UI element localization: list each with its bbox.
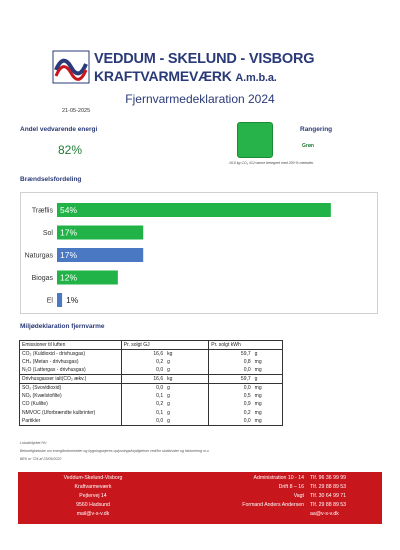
- company-logo-icon: [52, 50, 90, 84]
- renewable-share-label: Andel vedvarende energi: [20, 126, 98, 133]
- cell-emission-name: NMVOC (Uforbrændte kulbrinter): [20, 409, 122, 417]
- cell-per-gj-unit: g: [165, 384, 209, 393]
- table-row: [20, 417, 283, 426]
- cell-per-gj-unit: g: [165, 392, 209, 400]
- cell-emission-name: CH₄ (Metan - drivhusgas): [20, 358, 122, 366]
- cell-per-kwh-value: 0,5: [243, 393, 251, 400]
- table-row: [20, 350, 283, 359]
- cell-per-kwh-unit: g: [253, 375, 283, 384]
- footer-chairman: Formand Anders Andersen: [242, 502, 304, 508]
- cell-per-gj-value: 16,6: [121, 375, 165, 384]
- chart-data-label: 17%: [60, 250, 78, 260]
- cell-per-kwh-unit: g: [253, 350, 283, 359]
- cell-per-kwh-unit: mg: [253, 392, 283, 400]
- header-per-gj-unit: [165, 341, 209, 350]
- chart-category-label: El: [46, 297, 53, 305]
- header-emissions: Emissioner til luften: [20, 341, 122, 350]
- footnote-3: BEK nr 724 af 23/05/2022: [20, 457, 62, 461]
- chart-data-label: 1%: [66, 295, 79, 305]
- footer-phone-vagt[interactable]: Tlf. 30 64 99 71: [310, 493, 347, 499]
- chart-data-label: 17%: [60, 227, 78, 238]
- page-title: Fjernvarmedeklaration 2024: [125, 92, 275, 106]
- cell-per-gj-value: 0,0: [156, 417, 164, 424]
- cell-per-kwh-unit: mg: [253, 409, 283, 417]
- cell-per-kwh-unit: mg: [253, 366, 283, 375]
- table-row: [20, 409, 283, 417]
- cell-per-gj-unit: g: [165, 409, 209, 417]
- emissions-table: [19, 340, 283, 426]
- footer-company: Veddum-Skelund-Visborg: [63, 475, 123, 481]
- cell-per-kwh-value: 0,0: [243, 367, 251, 374]
- footnote-2: Beboeligkøbsbe om energiforbrmheder og bygningsejeres oplysningsforpligtelser ved/for sluttbruder og fakturering m.v.: [20, 449, 210, 453]
- footer-street: Pejtervej 14: [79, 493, 107, 499]
- company-name-line1: VEDDUM - SKELUND - VISBORG: [94, 51, 315, 67]
- table-row: [20, 400, 283, 408]
- fuel-distribution-title: Brændselsfordeling: [20, 176, 82, 183]
- chart-bar: [57, 203, 331, 217]
- footer-phone-chairman[interactable]: Tlf. 29 88 89 53: [310, 502, 347, 508]
- header-per-kwh-unit: [253, 341, 283, 350]
- cell-emission-name: Partikler: [20, 417, 122, 426]
- chart-category-label: Træflis: [31, 207, 53, 215]
- cell-per-gj-unit: g: [165, 400, 209, 408]
- footer-company-2: Kraftvarmeværk: [74, 484, 112, 490]
- emissions-table-wrap: [19, 340, 283, 426]
- cell-emission-name: NOₓ (Kvælstofilte): [20, 392, 122, 400]
- company-name-suffix: A.m.b.a.: [235, 72, 277, 84]
- rating-color-box: [237, 122, 273, 158]
- table-row: [20, 392, 283, 400]
- company-name-line2: [94, 68, 277, 84]
- header-per-kwh: Pr. solgt kWh: [209, 341, 253, 350]
- emissions-table-body: [20, 350, 283, 426]
- fuel-distribution-chart: [20, 192, 378, 314]
- chart-category-label: Naturgas: [24, 252, 53, 260]
- environment-declaration-title: Miljødeklaration fjernvarme: [20, 323, 105, 330]
- cell-per-kwh-value: 59,7: [209, 375, 253, 384]
- document-date: 21-05-2025: [62, 108, 91, 114]
- footer-vagt: Vagt: [293, 493, 304, 499]
- chart-data-label: 12%: [60, 272, 78, 283]
- table-row: [20, 366, 283, 375]
- cell-per-gj-unit: g: [165, 366, 209, 375]
- contact-footer: [18, 472, 382, 524]
- company-name-main: KRAFTVARMEVÆRK: [94, 68, 232, 84]
- company-header: [52, 50, 352, 86]
- cell-emission-name: Drivhusgasser ialt(CO₂ ækv.): [20, 375, 122, 384]
- rating-note: 16,6 kg CO₂ /GJ varme beregnet med 200 % metoden.: [229, 161, 315, 165]
- cell-per-kwh-value: 0,9: [243, 401, 251, 408]
- footer-phone-admin[interactable]: Tlf. 96 36 99 99: [310, 475, 347, 481]
- cell-per-kwh-value: 0,0: [243, 417, 251, 424]
- rating-value: Grøn: [302, 143, 314, 149]
- cell-per-gj-value: 0,2: [156, 401, 164, 408]
- footer-admin-hours: Administration 10 - 14: [253, 475, 304, 481]
- cell-emission-name: CO₂ (Kuldioxid - drivhusgas): [20, 350, 122, 359]
- cell-per-kwh-unit: mg: [253, 384, 283, 393]
- chart-bar: [57, 293, 62, 307]
- cell-per-gj-value: 16,6: [153, 351, 164, 357]
- cell-emission-name: CO (Kulilte): [20, 400, 122, 408]
- cell-per-kwh-unit: mg: [253, 400, 283, 408]
- cell-per-gj-unit: kg: [165, 350, 209, 359]
- table-row: [20, 358, 283, 366]
- cell-per-gj-unit: kg: [165, 375, 209, 384]
- chart-category-label: Sol: [42, 230, 53, 237]
- cell-per-kwh-unit: mg: [253, 417, 283, 426]
- cell-per-gj-value: 0,0: [156, 385, 164, 392]
- cell-per-gj-value: 0,0: [156, 367, 164, 374]
- footer-drift-hours: Drift 8 – 16: [278, 484, 304, 490]
- cell-per-kwh-value: 59,7: [240, 351, 251, 357]
- chart-category-label: Biogas: [31, 275, 53, 282]
- cell-per-gj-unit: g: [165, 358, 209, 366]
- table-row: [20, 375, 283, 384]
- footer-email-chairman[interactable]: aa@v-s-v.dk: [310, 511, 339, 517]
- cell-per-kwh-unit: mg: [253, 358, 283, 366]
- footer-phone-drift[interactable]: Tlf. 29 88 89 53: [310, 484, 347, 490]
- fuel-chart-svg: [21, 193, 379, 315]
- cell-per-kwh-value: 0,8: [243, 359, 251, 366]
- footer-city: 9560 Hadsund: [76, 502, 110, 508]
- rating-label: Rangering: [300, 126, 333, 133]
- cell-emission-name: SO₂ (Svovldioxid): [20, 384, 122, 393]
- footer-email[interactable]: mail@v-s-v.dk: [76, 511, 110, 517]
- footnote-1: Lokalt/dyrket HV.: [20, 441, 48, 445]
- cell-per-gj-unit: g: [165, 417, 209, 426]
- cell-per-gj-value: 0,2: [156, 359, 164, 366]
- renewable-share-value: 82%: [58, 143, 83, 157]
- table-header-row: [20, 341, 283, 350]
- cell-per-kwh-value: 0,0: [243, 385, 251, 392]
- cell-per-gj-value: 0,1: [156, 393, 164, 400]
- chart-data-label: 54%: [60, 205, 78, 215]
- cell-per-gj-value: 0,1: [156, 409, 164, 416]
- table-row: [20, 384, 283, 393]
- cell-per-kwh-value: 0,2: [243, 409, 251, 416]
- cell-emission-name: N₂O (Lattergas - drivhusgas): [20, 366, 122, 375]
- header-per-gj: Pr. solgt GJ: [121, 341, 165, 350]
